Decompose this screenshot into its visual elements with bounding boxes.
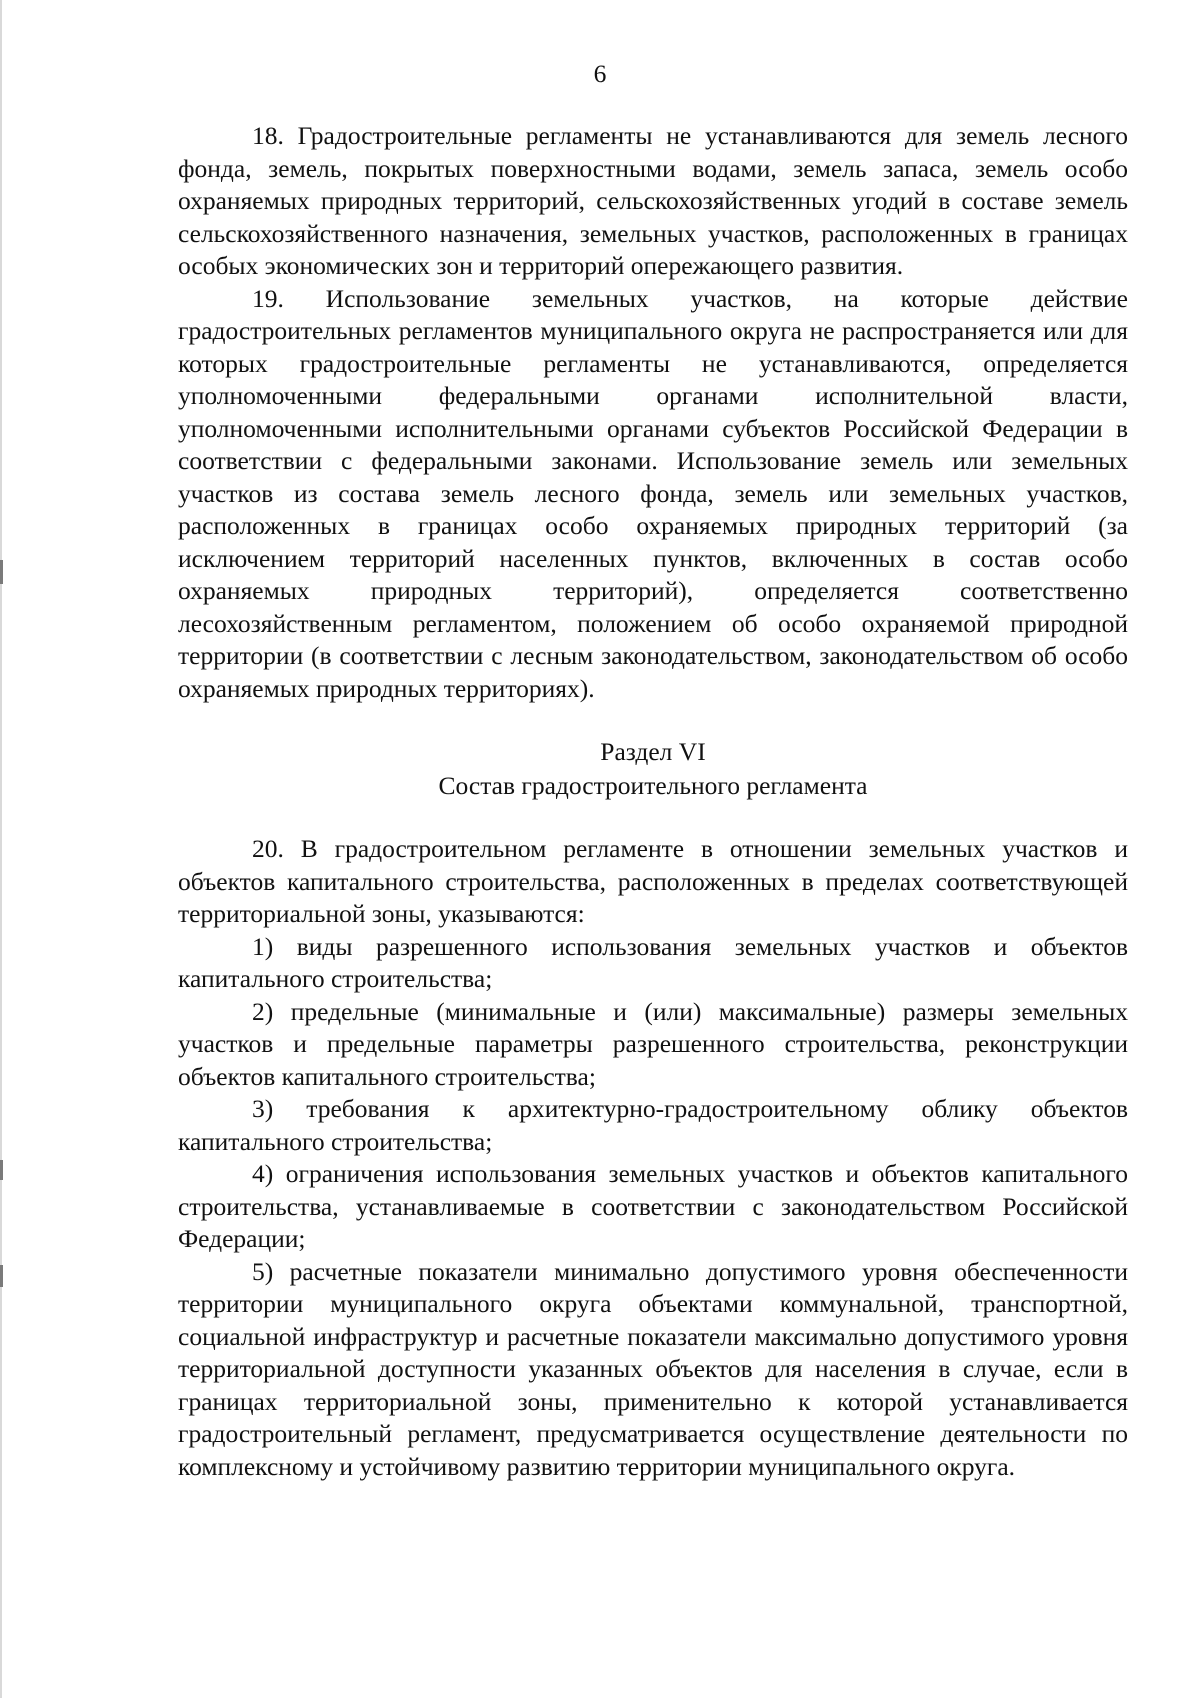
scan-artifact bbox=[0, 1160, 3, 1180]
list-item-5: 5) расчетные показатели минимально допустимого уровня обеспеченности территории муниципального округа объектами коммунальной, транспортной, социальной инфраструктур и расчетные показатели максимально допустимого уровня территориальной доступности указанных объектов для населения в случае, если в границах территориальной зоны, применительно к которой устанавливается градостроительный регламент, предусматривается осуществление деятельности по комплексному и устойчивому развитию территории муниципального округа. bbox=[178, 1256, 1128, 1481]
list-item-4: 4) ограничения использования земельных участков и объектов капитального строительства, устанавливаемые в соответствии с законодательством Российской Федерации; bbox=[178, 1159, 1128, 1253]
paragraph-20: 20. В градостроительном регламенте в отношении земельных участков и объектов капитального строительства, расположенных в пределах соответствующей территориальной зоны, указываются: bbox=[178, 834, 1128, 928]
list-item-3: 3) требования к архитектурно-градостроительному облику объектов капитального строительства; bbox=[178, 1094, 1128, 1156]
scan-edge bbox=[0, 0, 2, 1698]
section-heading bbox=[178, 735, 1128, 803]
list-item-1: 1) виды разрешенного использования земельных участков и объектов капитального строительства; bbox=[178, 931, 1128, 993]
document-body bbox=[178, 120, 1128, 1483]
page-number: 6 bbox=[593, 59, 607, 88]
paragraph-19: 19. Использование земельных участков, на которые действие градостроительных регламентов муниципального округа не распространяется или для которых градостроительные регламенты не устанавливаются, определяется уполномоченными федеральными органами исполнительной власти, уполномоченными исполнительными органами субъектов Российской Федерации в соответствии с федеральными законами. Использование земель или земельных участков из состава земель лесного фонда, земель или земельных участков, расположенных в границах особо охраняемых природных территорий (за исключением территорий населенных пунктов, включенных в состав особо охраняемых природных территорий), определяется соответственно лесохозяйственным регламентом, положением об особо охраняемой природной территории (в соответствии с лесным законодательством, законодательством об особо охраняемых природных территориях). bbox=[178, 283, 1128, 703]
paragraph-18: 18. Градостроительные регламенты не устанавливаются для земель лесного фонда, земель, покрытых поверхностными водами, земель запаса, земель особо охраняемых природных территорий, сельскохозяйственных угодий в составе земель сельскохозяйственного назначения, земельных участков, расположенных в границах особых экономических зон и территорий опережающего развития. bbox=[178, 121, 1128, 280]
section-number: Раздел VI bbox=[600, 737, 706, 766]
list-item-2: 2) предельные (минимальные и (или) максимальные) размеры земельных участков и предельные параметры разрешенного строительства, реконструкции объектов капитального строительства; bbox=[178, 996, 1128, 1091]
section-title: Состав градостроительного регламента bbox=[438, 771, 868, 800]
scan-artifact bbox=[0, 560, 3, 584]
scan-artifact bbox=[0, 1265, 3, 1287]
